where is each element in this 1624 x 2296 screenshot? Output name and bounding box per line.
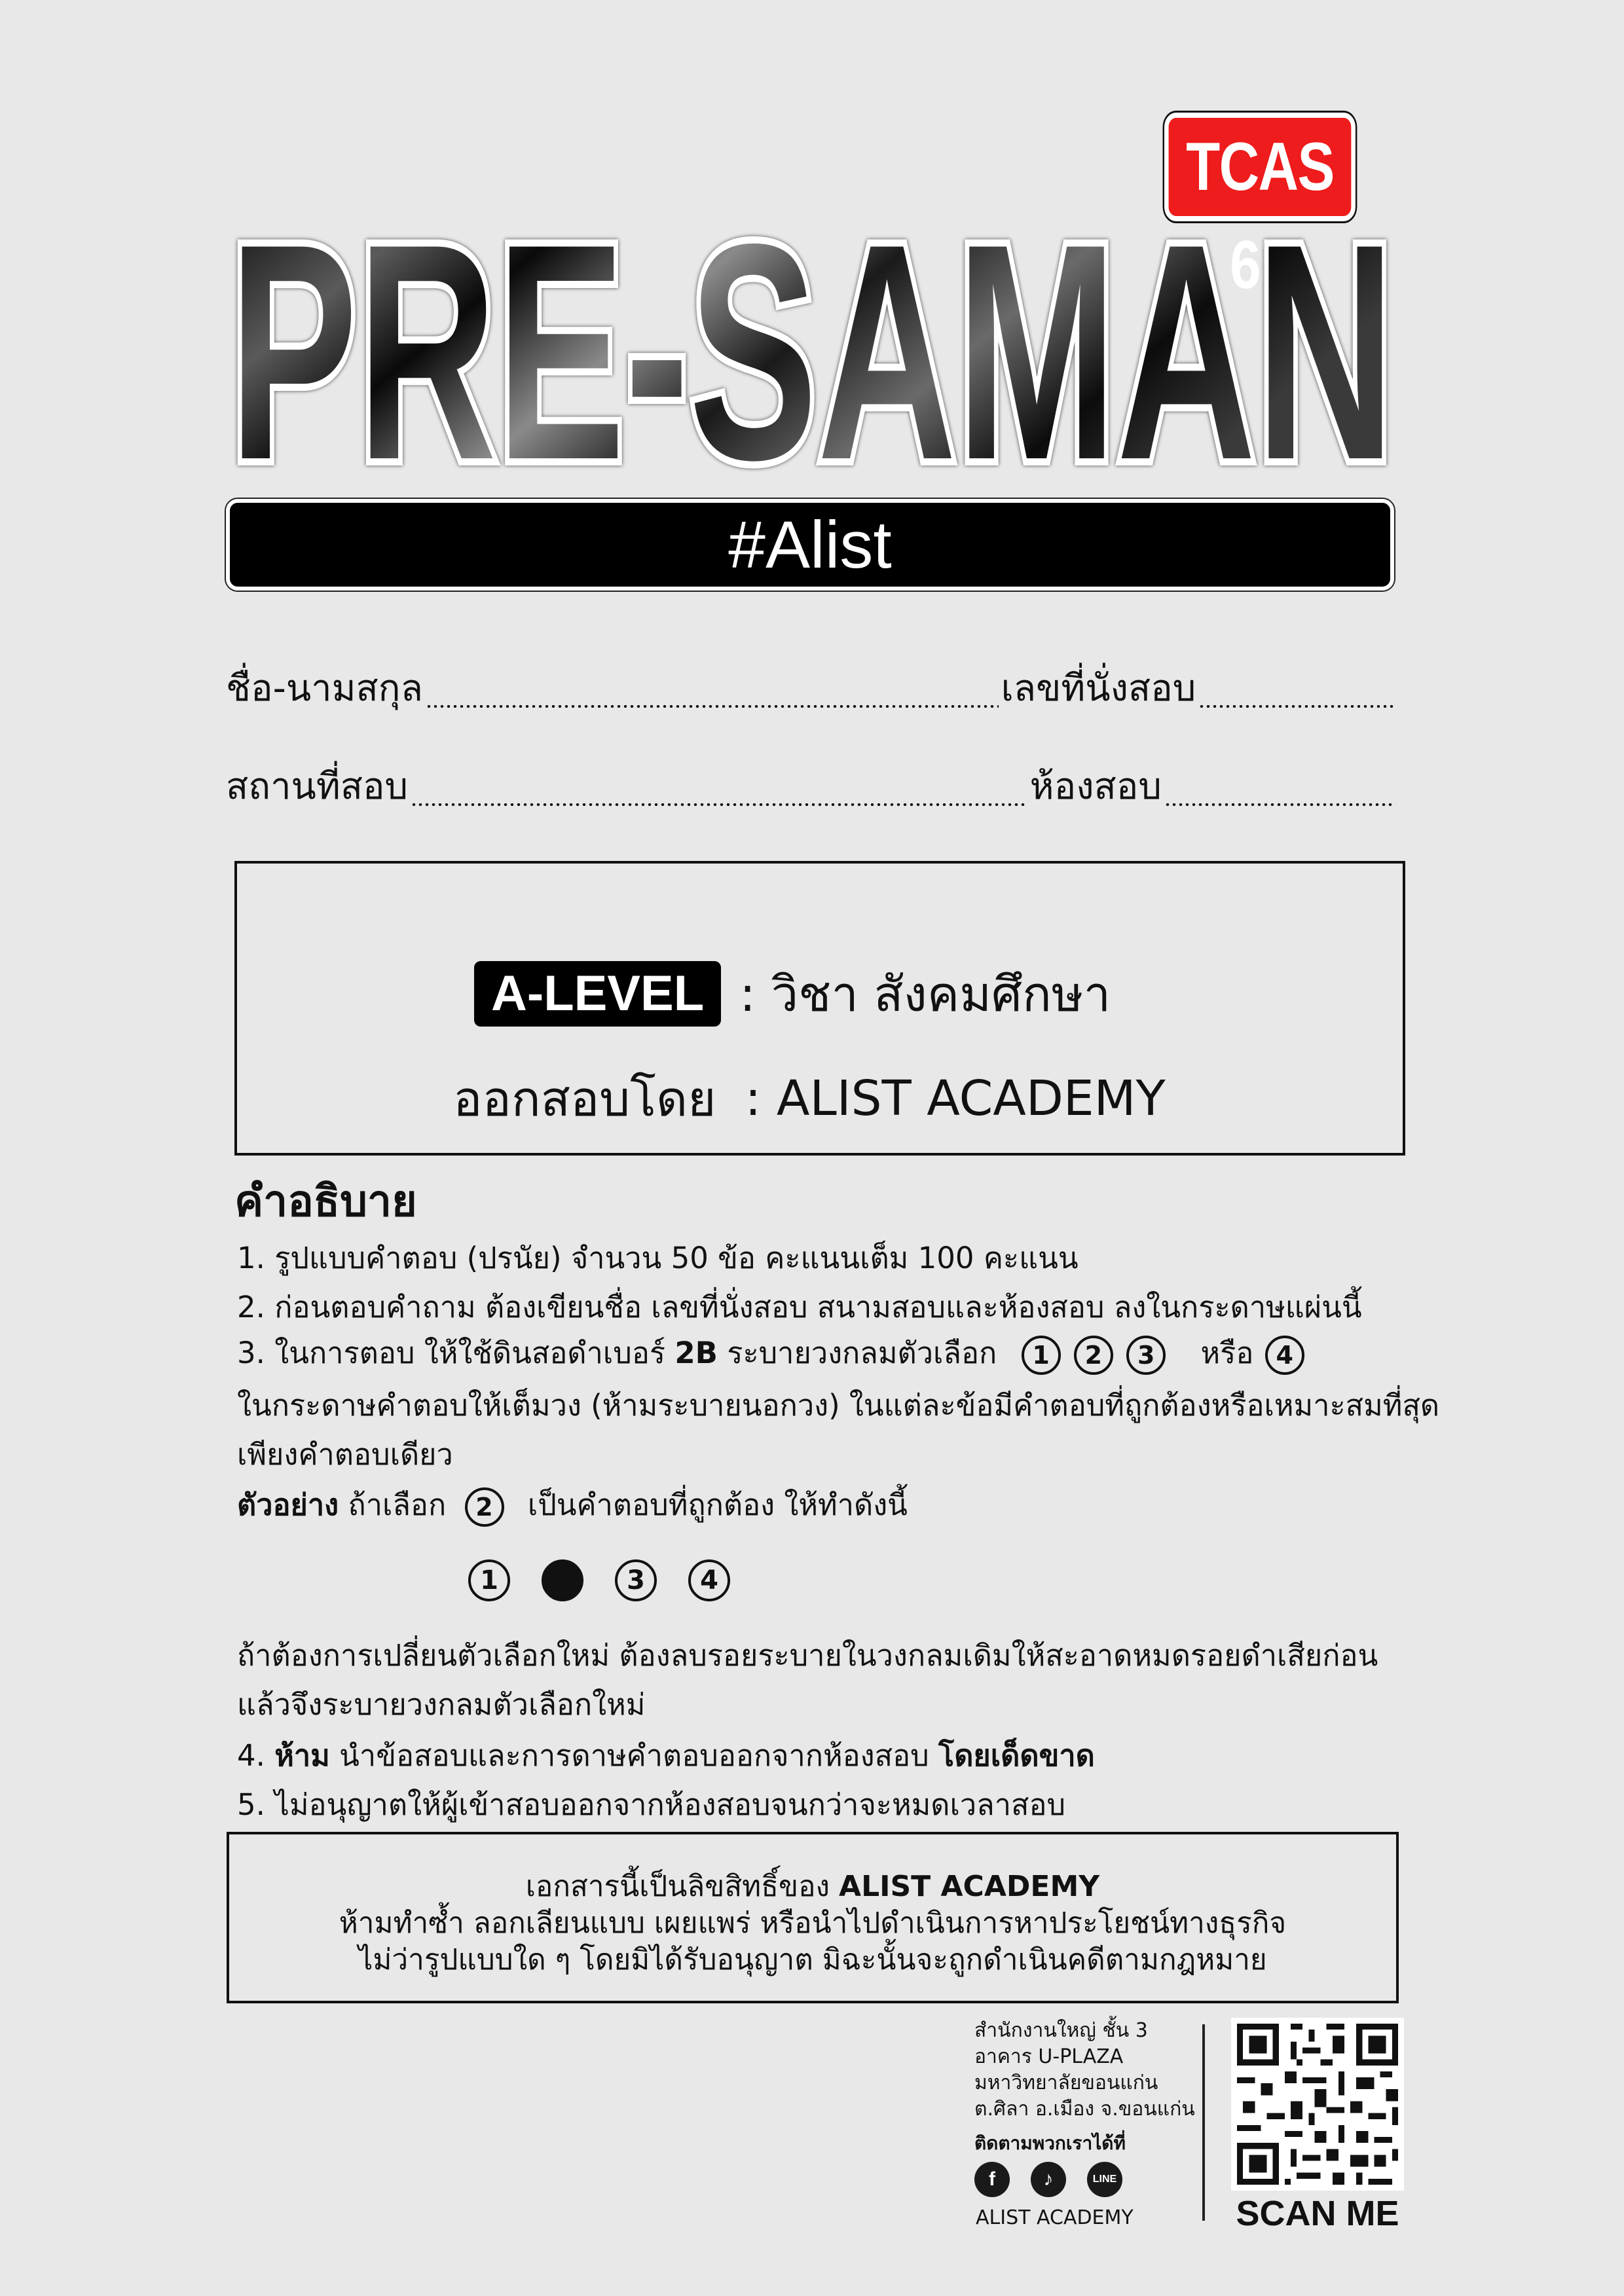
example-label: ตัวอย่าง	[237, 1487, 339, 1522]
example-line	[237, 1481, 908, 1528]
copyright-owner: ALIST ACADEMY	[839, 1870, 1100, 1903]
example-circle-filled	[542, 1559, 583, 1601]
instruction-1: 1. รูปแบบคำตอบ (ปรนัย) จำนวน 50 ข้อ คะแนนเต็ม 100 คะแนน	[237, 1241, 1079, 1275]
issuer-label: ออกสอบโดย	[453, 1071, 716, 1127]
room-field[interactable]	[1164, 803, 1395, 806]
change-line-1: ถ้าต้องการเปลี่ยนตัวเลือกใหม่ ต้องลบรอยระบายในวงกลมเดิมให้สะอาดหมดรอยดำเสียก่อน	[237, 1638, 1378, 1673]
instruction-3-line2: ในกระดาษคำตอบให้เต็มวง (ห้ามระบายนอกวง) ในแต่ละข้อมีคำตอบที่ถูกต้องหรือเหมาะสมที่สุด	[237, 1388, 1440, 1423]
example-text: ถ้าเลือก	[339, 1487, 447, 1522]
example-text-b: เป็นคำตอบที่ถูกต้อง ให้ทำดังนี้	[527, 1487, 908, 1522]
office-address	[974, 2018, 1195, 2123]
social-label: ALIST ACADEMY	[976, 2206, 1134, 2229]
example-circle-3: 3	[615, 1559, 657, 1601]
choice-circle-2: 2	[1074, 1336, 1113, 1375]
or-text: หรือ	[1200, 1336, 1254, 1370]
choice-circle-1: 1	[1022, 1336, 1061, 1375]
choice-circle-4: 4	[1265, 1336, 1304, 1375]
follow-label: ติดตามพวกเราได้ที่	[974, 2132, 1126, 2154]
issuer-row	[453, 1060, 1619, 1137]
venue-label: สถานที่สอบ	[226, 765, 409, 808]
example-answer-row	[468, 1559, 730, 1601]
name-label: ชื่อ-นามสกุล	[226, 667, 423, 710]
issuer-text: : ALIST ACADEMY	[745, 1070, 1166, 1127]
address-line: สำนักงานใหญ่ ชั้น 3	[974, 2019, 1148, 2042]
instruction-3-text-b: ระบายวงกลมตัวเลือก	[717, 1336, 997, 1370]
example-choice-circle: 2	[465, 1487, 504, 1527]
name-field[interactable]	[426, 705, 999, 708]
copyright-box	[227, 1832, 1399, 2003]
instructions-heading: คำอธิบาย	[234, 1176, 417, 1226]
instruction-4-bold-2: โดยเด็ดขาด	[938, 1738, 1095, 1773]
choice-circle-3: 3	[1126, 1336, 1166, 1375]
instruction-3-line3: เพียงคำตอบเดียว	[237, 1437, 453, 1472]
instruction-2: 2. ก่อนตอบคำถาม ต้องเขียนชื่อ เลขที่นั่งสอบ สนามสอบและห้องสอบ ลงในกระดาษแผ่นนี้	[237, 1290, 1362, 1324]
copyright-text: เอกสารนี้เป็นลิขสิทธิ์ของ	[525, 1870, 840, 1903]
room-label: ห้องสอบ	[1029, 765, 1162, 808]
subject-box	[234, 861, 1405, 1156]
instruction-4-bold: ห้าม	[274, 1738, 330, 1773]
copyright-line-3: ไม่ว่ารูปแบบใด ๆ โดยมิได้รับอนุญาต มิฉะนั้นจะถูกดำเนินคดีตามกฎหมาย	[358, 1943, 1267, 1977]
social-icons	[974, 2162, 1122, 2197]
venue-field[interactable]	[411, 803, 1027, 806]
instruction-4-text: นำข้อสอบและการดาษคำตอบออกจากห้องสอบ	[329, 1738, 939, 1773]
tiktok-icon[interactable]: ♪	[1031, 2162, 1066, 2197]
level-tag: A-LEVEL	[474, 961, 721, 1027]
name-seat-row	[226, 667, 1398, 717]
seat-label: เลขที่นั่งสอบ	[1001, 667, 1196, 710]
scan-me-label: SCAN ME	[1236, 2194, 1399, 2233]
instruction-3	[237, 1329, 1306, 1376]
copyright-line-1	[229, 1868, 1396, 1905]
subject-text: : วิชา สังคมศึกษา	[739, 966, 1111, 1023]
qr-code[interactable]	[1231, 2018, 1404, 2191]
address-line: อาคาร U-PLAZA	[974, 2045, 1124, 2068]
instruction-4	[237, 1732, 1095, 1779]
address-line: มหาวิทยาลัยขอนแก่น	[974, 2071, 1158, 2094]
page-title: PRE-SAMAN	[229, 196, 1395, 484]
instruction-5: 5. ไม่อนุญาตให้ผู้เข้าสอบออกจากห้องสอบจนกว่าจะหมดเวลาสอบ	[237, 1787, 1066, 1822]
title-graphic	[216, 196, 1408, 484]
example-circle-1: 1	[468, 1559, 510, 1601]
line-icon[interactable]: LINE	[1087, 2162, 1122, 2197]
instruction-4-num: 4.	[237, 1738, 275, 1773]
subtitle-bar: #Alist	[226, 499, 1394, 591]
seat-field[interactable]	[1198, 705, 1395, 708]
subject-row	[474, 955, 1624, 1032]
address-line: ต.ศิลา อ.เมือง จ.ขอนแก่น	[974, 2098, 1195, 2121]
footer-divider	[1202, 2024, 1205, 2221]
change-line-2: แล้วจึงระบายวงกลมตัวเลือกใหม่	[237, 1687, 646, 1722]
venue-room-row	[226, 765, 1398, 815]
example-circle-4: 4	[688, 1559, 730, 1601]
copyright-line-2: ห้ามทำซ้ำ ลอกเลียนแบบ เผยแพร่ หรือนำไปดำเนินการหาประโยชน์ทางธุรกิจ	[339, 1906, 1287, 1940]
tcas-badge: TCAS 67	[1164, 113, 1356, 221]
facebook-icon[interactable]: f	[974, 2162, 1010, 2197]
pencil-grade: 2B	[674, 1336, 718, 1370]
instruction-3-text: 3. ในการตอบ ให้ใช้ดินสอดำเบอร์	[237, 1336, 675, 1370]
